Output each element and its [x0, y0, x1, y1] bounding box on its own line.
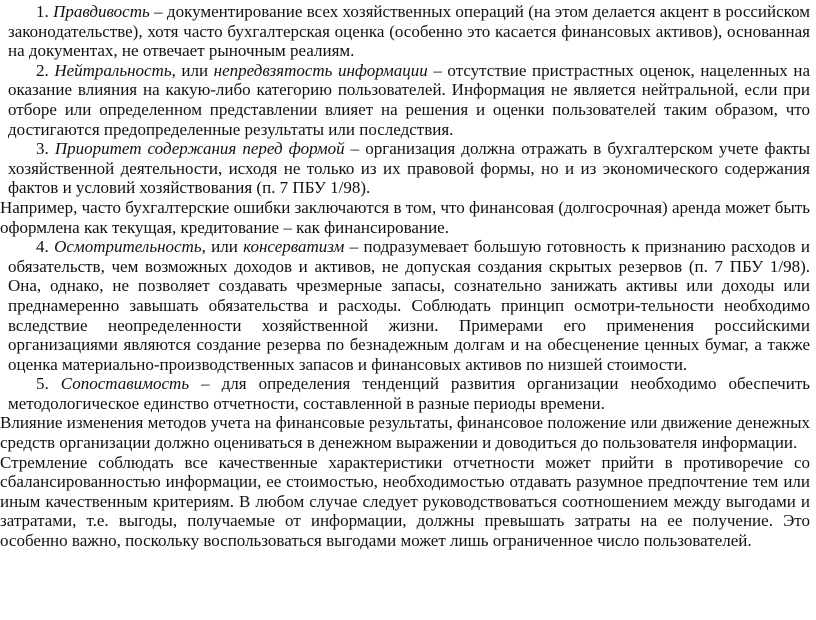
item-term: Сопоставимость [60, 374, 190, 394]
balance-paragraph: Стремление соблюдать все качественные характеристики отчетности может прийти в противоречие со сбалансированностью информации, ее стоимостью, необходимостью отдавать разумное предпочтение тем или иным качественным критериям. В любом случае следует руководствоваться соотношением между выгодами и затратами, т.е. выгоды, получаемые от информации, должны превышать затраты на ее получение. Это особенно важно, поскольку воспользоваться выгодами может лишь ограниченное число пользователей. [0, 452, 810, 551]
item-number: 1. [36, 2, 49, 21]
item-connector: , или [201, 237, 244, 257]
item-term: Нейтральность [54, 60, 172, 80]
example-paragraph: Например, часто бухгалтерские ошибки заключаются в том, что финансовая (долгосрочная) аренда может быть оформлена как текущая, кредитование – как финансирование. [0, 197, 810, 237]
item-term: Приоритет содержания перед формой [54, 139, 345, 159]
principle-truthfulness [0, 2, 810, 61]
item-term: Правдивость [53, 2, 150, 21]
principle-prudence [0, 237, 810, 374]
item-number: 2. [36, 60, 49, 80]
item-text: – для определения тенденций развития организации необходимо обеспечить методологическое единство отчетности, составленной в разные периоды времени. [8, 374, 810, 413]
item-number: 3. [36, 139, 49, 159]
item-number: 5. [36, 374, 49, 394]
principle-comparability [0, 374, 810, 413]
item-term: Осмотрительность [54, 237, 202, 257]
document-page [0, 2, 810, 551]
item-text: – отсутствие пристрастных оценок, нацеленных на оказание влияния на какую-либо категорию пользователей. Информация не является нейтральной, если при отборе или определенном представлении влияет на решения и оценки пользователей таким образом, что достигаются предопределенные результаты или последствия. [8, 60, 810, 139]
item-text: – подразумевает большую готовность к признанию расходов и обязательств, чем возможных доходов и активов, не допуская создания скрытых резервов (п. 7 ПБУ 1/98). Она, однако, не позволяет создавать чрезмерные запасы, сознательно занижать активы или доходы или преднамеренно завышать обязательства и расходы. Соблюдать принцип осмотри-тельности необходимо вследствие неопределенности хозяйственной жизни. Примерами его применения российскими организациями являются создание резерва по безнадежным долгам и на обесценение ценных бумаг, а также оценка материально-производственных запасов и финансовых активов по низшей стоимости. [8, 237, 810, 374]
method-change-paragraph: Влияние изменения методов учета на финансовые результаты, финансовое положение или движение денежных средств организации должно оцениваться в денежном выражении и доводиться до пользователя информации. [0, 413, 810, 453]
item-text: – документирование всех хозяйственных операций (на этом делается акцент в российском законодательстве), хотя часто бухгалтерская оценка (особенно это касается финансовых активов), основанная на документах, не отвечает рыночным реалиям. [8, 2, 811, 61]
item-connector: , или [171, 60, 214, 80]
principle-neutrality [0, 61, 810, 139]
item-term-alt: консерватизм [243, 237, 345, 257]
item-term-alt: непредвзятость информации [213, 60, 428, 80]
item-number: 4. [36, 237, 49, 257]
principle-substance-over-form [0, 139, 810, 198]
item-text: – организация должна отражать в бухгалтерском учете факты хозяйственной деятельности, исходя не только из их правовой формы, но и из экономического содержания фактов и условий хозяйствования (п. 7 ПБУ 1/98). [8, 139, 810, 198]
